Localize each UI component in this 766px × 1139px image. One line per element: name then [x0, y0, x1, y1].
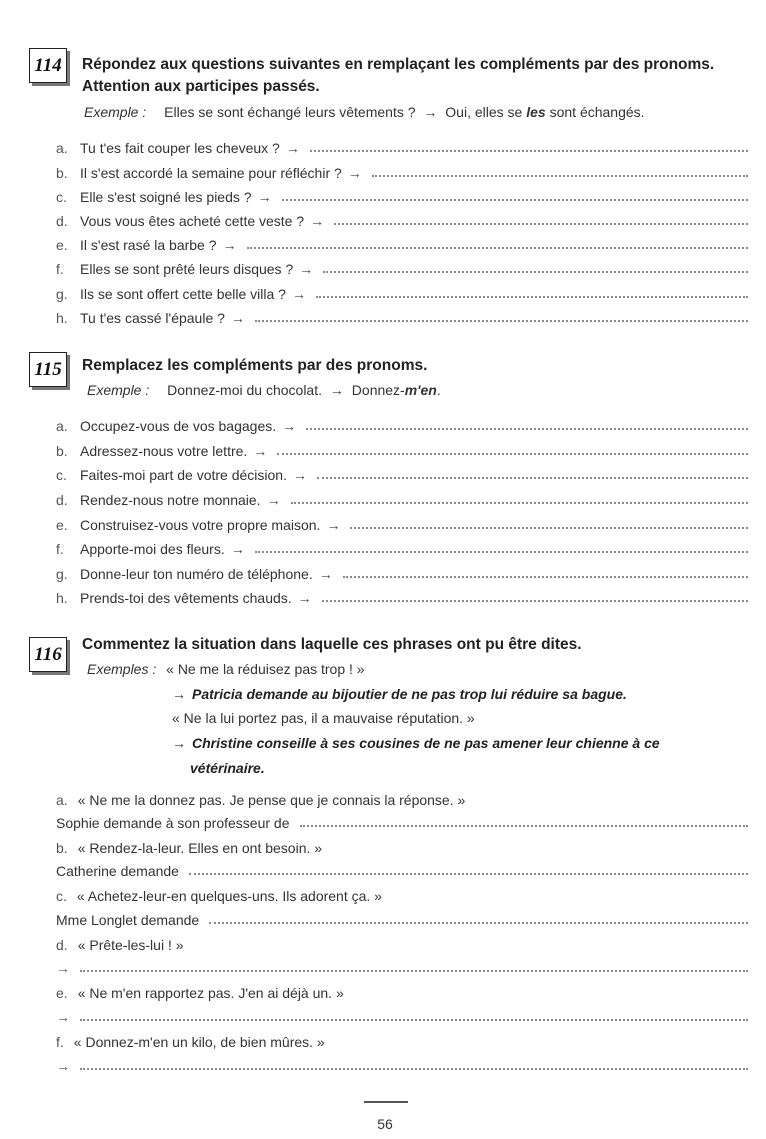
answer-blank[interactable]	[247, 246, 748, 249]
item-quote: « Prête-les-lui ! »	[77, 937, 184, 953]
item-letter: b.	[56, 840, 68, 856]
page-number: 56	[377, 1116, 393, 1132]
answer-blank[interactable]	[334, 222, 748, 225]
arrow-icon: →	[347, 165, 362, 181]
answer-blank[interactable]	[80, 969, 748, 972]
answer-blank[interactable]	[306, 427, 748, 430]
answer-lead: Mme Longlet demande	[56, 912, 200, 928]
exercise-item	[56, 488, 748, 508]
answer-lead: →	[56, 960, 70, 976]
item-letter: b.	[56, 443, 68, 459]
exercise-item-quote	[56, 985, 344, 1001]
answer-lead: Catherine demande	[56, 863, 179, 879]
arrow-icon: →	[423, 104, 438, 120]
item-question: Il s'est accordé la semaine pour réfléchir ?	[80, 165, 342, 181]
item-letter: e.	[56, 237, 68, 253]
answer-blank[interactable]	[322, 599, 748, 602]
example-quote: « Ne la lui portez pas, il a mauvaise réputation. »	[172, 710, 475, 726]
example-answer-text: Christine conseille à ses cousines de ne pas amener leur chienne à ce	[192, 735, 660, 751]
example-answer-pronoun: m'en	[404, 382, 437, 398]
exercise-item	[56, 562, 748, 582]
item-letter: c.	[56, 189, 67, 205]
example-answer-continued	[190, 760, 265, 776]
answer-blank[interactable]	[316, 295, 748, 298]
example-question: Donnez-moi du chocolat.	[167, 382, 323, 398]
answer-lead: →	[56, 1009, 70, 1025]
answer-blank[interactable]	[255, 319, 748, 322]
item-letter: e.	[56, 517, 68, 533]
exercise-number-badge: 116	[29, 637, 67, 672]
item-letter: c.	[56, 888, 67, 904]
answer-blank[interactable]	[317, 476, 748, 479]
item-question: Apporte-moi des fleurs.	[80, 541, 225, 557]
arrow-icon: →	[285, 140, 300, 156]
item-question: Faites-moi part de votre décision.	[80, 467, 287, 483]
answer-blank[interactable]	[372, 174, 748, 177]
exercise-item	[56, 439, 748, 459]
example-label: Exemple :	[84, 104, 147, 120]
item-question: Donne-leur ton numéro de téléphone.	[80, 566, 313, 582]
item-letter: f.	[56, 1034, 64, 1050]
exercise-item	[56, 586, 748, 606]
item-letter: h.	[56, 590, 68, 606]
exercise-instruction: Commentez la situation dans laquelle ces phrases ont pu être dites.	[82, 636, 582, 653]
item-letter: h.	[56, 310, 68, 326]
item-question: Construisez-vous votre propre maison.	[80, 517, 321, 533]
exercise-item	[56, 414, 748, 434]
example-answer-post: sont échangés.	[545, 104, 645, 120]
item-quote: « Rendez-la-leur. Elles en ont besoin. »	[77, 840, 323, 856]
example-label: Exemples :	[87, 661, 157, 677]
arrow-icon: →	[299, 261, 314, 277]
exercise-item	[56, 209, 748, 229]
item-letter: a.	[56, 418, 68, 434]
exercise-instruction: Répondez aux questions suivantes en remplaçant les compléments par des pronoms. Attention aux participes passés.	[82, 56, 715, 95]
example-answer-pre: Donnez-	[351, 382, 405, 398]
arrow-icon: →	[329, 382, 344, 398]
example-question: Elles se sont échangé leurs vêtements ?	[164, 104, 416, 120]
answer-blank[interactable]	[323, 270, 748, 273]
example-answer-text: vétérinaire.	[190, 760, 265, 776]
arrow-icon: →	[297, 590, 312, 606]
exercise-item-quote	[56, 840, 322, 856]
answer-lead: →	[56, 1058, 70, 1074]
item-question: Rendez-nous notre monnaie.	[80, 492, 261, 508]
exercise-item	[56, 233, 748, 253]
arrow-icon: →	[282, 418, 297, 434]
exercise-item-quote	[56, 792, 465, 808]
arrow-icon: →	[292, 467, 307, 483]
arrow-icon: →	[230, 310, 245, 326]
item-question: Elle s'est soigné les pieds ?	[80, 189, 252, 205]
answer-blank[interactable]	[350, 526, 748, 529]
arrow-icon: →	[326, 517, 341, 533]
item-letter: d.	[56, 937, 68, 953]
example-quote: « Ne me la réduisez pas trop ! »	[166, 661, 365, 677]
item-letter: d.	[56, 492, 68, 508]
item-letter: f.	[56, 541, 64, 557]
exercise-item-quote	[56, 888, 382, 904]
arrow-icon: →	[266, 492, 281, 508]
arrow-icon: →	[222, 237, 237, 253]
item-question: Il s'est rasé la barbe ?	[80, 237, 217, 253]
example-label: Exemple :	[87, 382, 150, 398]
arrow-icon: →	[253, 443, 268, 459]
arrow-icon: →	[172, 686, 186, 702]
answer-blank[interactable]	[310, 149, 748, 152]
item-letter: a.	[56, 140, 68, 156]
arrow-icon: →	[172, 735, 186, 751]
item-question: Elles se sont prêté leurs disques ?	[80, 261, 294, 277]
arrow-icon: →	[257, 189, 272, 205]
arrow-icon: →	[230, 541, 245, 557]
exercise-item	[56, 282, 748, 302]
answer-blank[interactable]	[300, 824, 749, 827]
item-quote: « Donnez-m'en un kilo, de bien mûres. »	[73, 1034, 325, 1050]
example-answer-post: .	[436, 382, 441, 398]
item-letter: b.	[56, 165, 68, 181]
example-answer	[172, 686, 627, 702]
answer-line	[56, 908, 748, 928]
answer-blank[interactable]	[291, 501, 748, 504]
answer-line	[56, 956, 748, 976]
example-answer-text: Patricia demande au bijoutier de ne pas trop lui réduire sa bague.	[192, 686, 627, 702]
arrow-icon: →	[291, 286, 306, 302]
exercise-item	[56, 463, 748, 483]
example-line	[87, 382, 441, 398]
answer-blank[interactable]	[209, 921, 748, 924]
item-question: Ils se sont offert cette belle villa ?	[80, 286, 286, 302]
item-question: Tu t'es fait couper les cheveux ?	[80, 140, 280, 156]
item-letter: f.	[56, 261, 64, 277]
answer-line	[56, 859, 748, 879]
answer-line	[56, 1005, 748, 1025]
item-question: Prends-toi des vêtements chauds.	[80, 590, 292, 606]
exercise-number-badge: 115	[29, 352, 67, 387]
exercise-item	[56, 136, 748, 156]
example-answer-pre: Oui, elles se	[445, 104, 527, 120]
exercise-item	[56, 306, 748, 326]
item-letter: d.	[56, 213, 68, 229]
arrow-icon: →	[310, 213, 325, 229]
exercise-item	[56, 537, 748, 557]
answer-blank[interactable]	[80, 1018, 748, 1021]
item-quote: « Achetez-leur-en quelques-uns. Ils adorent ça. »	[76, 888, 382, 904]
item-quote: « Ne m'en rapportez pas. J'en ai déjà un. »	[77, 985, 344, 1001]
item-question: Vous vous êtes acheté cette veste ?	[80, 213, 305, 229]
answer-blank[interactable]	[80, 1067, 748, 1070]
item-quote: « Ne me la donnez pas. Je pense que je connais la réponse. »	[77, 792, 466, 808]
item-letter: c.	[56, 467, 67, 483]
answer-blank[interactable]	[255, 550, 748, 553]
answer-line	[56, 811, 748, 831]
example-answer	[172, 735, 660, 751]
answer-blank[interactable]	[277, 452, 748, 455]
item-question: Occupez-vous de vos bagages.	[80, 418, 277, 434]
answer-blank[interactable]	[189, 872, 748, 875]
answer-blank[interactable]	[282, 198, 748, 201]
answer-lead: Sophie demande à son professeur de	[56, 815, 290, 831]
item-letter: a.	[56, 792, 68, 808]
example-answer-pronoun: les	[526, 104, 546, 120]
exercise-item	[56, 513, 748, 533]
exercise-instruction: Remplacez les compléments par des pronoms.	[82, 357, 428, 374]
example-line	[84, 104, 645, 120]
example-line	[87, 661, 365, 677]
arrow-icon: →	[318, 566, 333, 582]
exercise-item-quote	[56, 937, 184, 953]
exercise-item	[56, 185, 748, 205]
footer-rule	[364, 1101, 408, 1103]
item-letter: g.	[56, 566, 68, 582]
item-question: Adressez-nous votre lettre.	[80, 443, 248, 459]
answer-line	[56, 1054, 748, 1074]
item-letter: g.	[56, 286, 68, 302]
answer-blank[interactable]	[343, 575, 748, 578]
item-question: Tu t'es cassé l'épaule ?	[80, 310, 225, 326]
item-letter: e.	[56, 985, 68, 1001]
exercise-item-quote	[56, 1034, 325, 1050]
exercise-number-badge: 114	[29, 48, 67, 83]
exercise-item	[56, 161, 748, 181]
exercise-item	[56, 257, 748, 277]
